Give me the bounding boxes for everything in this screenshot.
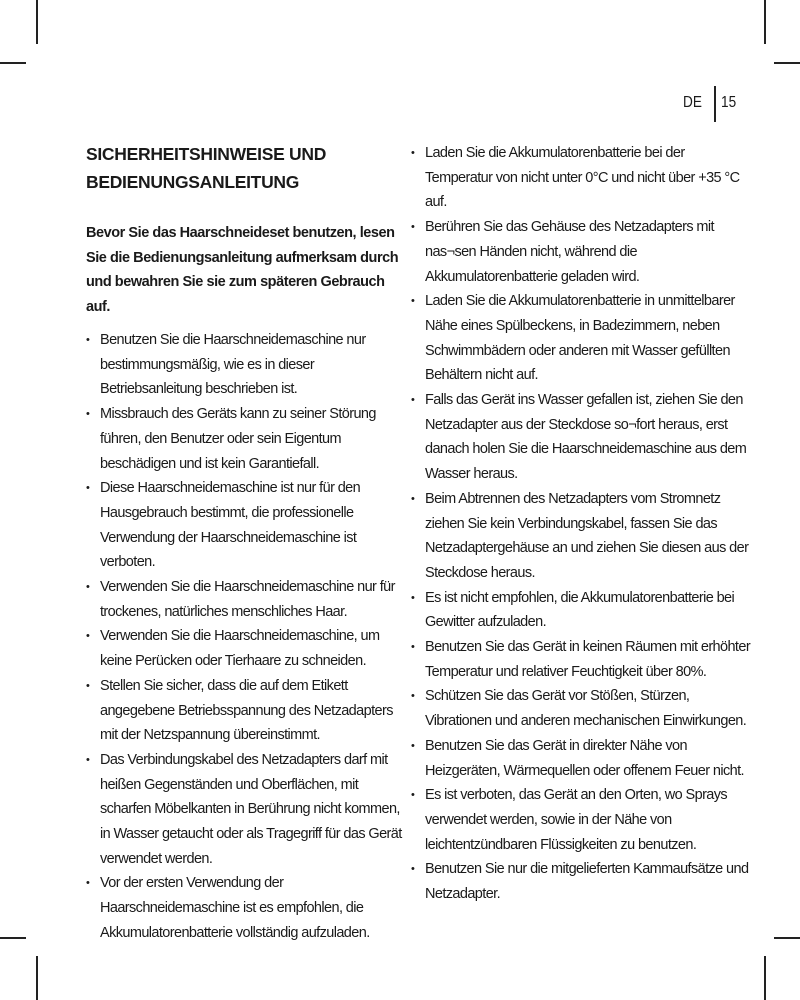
list-item: • Verwenden Sie die Haarschneidemaschine nur für trockenes, natürliches menschliches Haar. <box>86 575 404 624</box>
safety-list-left <box>86 328 404 946</box>
crop-mark-bottom-right-vertical <box>764 956 766 1000</box>
list-item: • Laden Sie die Akkumulatorenbatterie bei der Temperatur von nicht unter 0°C und nicht über +35 °C auf. <box>411 141 751 215</box>
list-item: • Schützen Sie das Gerät vor Stößen, Stürzen, Vibrationen und anderen mechanischen Einwirkungen. <box>411 684 751 733</box>
list-item: • Berühren Sie das Gehäuse des Netzadapters mit nas¬sen Händen nicht, während die Akkumulatorenbatterie geladen wird. <box>411 215 751 289</box>
language-code: DE <box>683 94 702 111</box>
crop-mark-bottom-right-horizontal <box>774 937 800 939</box>
crop-mark-top-left-horizontal <box>0 62 26 64</box>
crop-mark-top-right-horizontal <box>774 62 800 64</box>
left-column <box>86 140 404 946</box>
list-item: • Es ist nicht empfohlen, die Akkumulatorenbatterie bei Gewitter aufzuladen. <box>411 586 751 635</box>
page-number: 15 <box>721 94 737 111</box>
list-item: • Missbrauch des Geräts kann zu seiner Störung führen, den Benutzer oder sein Eigentum beschädigen und ist kein Garantiefall. <box>86 402 404 476</box>
list-item: • Verwenden Sie die Haarschneidemaschine, um keine Perücken oder Tierhaare zu schneiden. <box>86 624 404 673</box>
right-column <box>411 141 751 907</box>
list-item: • Das Verbindungskabel des Netzadapters darf mit heißen Gegenständen und Oberflächen, mit scharfen Möbelkanten in Berührung nicht kommen, in Wasser getaucht oder als Tragegriff für das Gerät verwendet werden. <box>86 748 404 872</box>
list-item: • Vor der ersten Verwendung der Haarschneidemaschine ist es empfohlen, die Akkumulatorenbatterie vollständig aufzuladen. <box>86 871 404 945</box>
intro-paragraph: Bevor Sie das Haarschneideset benutzen, lesen Sie die Bedienungsanleitung aufmerksam durch und bewahren Sie sie zum späteren Gebrauch auf. <box>86 225 399 315</box>
list-item: • Beim Abtrennen des Netzadapters vom Stromnetz ziehen Sie kein Verbindungskabel, fassen Sie das Netzadaptergehäuse an und ziehen Sie diesen aus der Steckdose heraus. <box>411 487 751 586</box>
list-item: • Falls das Gerät ins Wasser gefallen ist, ziehen Sie den Netzadapter aus der Steckdose so¬fort heraus, erst danach holen Sie die Haarschneidemaschine aus dem Wasser heraus. <box>411 388 751 487</box>
section-title-line-1: SICHERHEITSHINWEISE UND <box>86 144 327 164</box>
section-title <box>86 140 404 196</box>
list-item: • Benutzen Sie das Gerät in keinen Räumen mit erhöhter Temperatur und relativer Feuchtigkeit über 80%. <box>411 635 751 684</box>
list-item: • Benutzen Sie nur die mitgelieferten Kammaufsätze und Netzadapter. <box>411 857 751 906</box>
crop-mark-bottom-left-horizontal <box>0 937 26 939</box>
list-item: • Stellen Sie sicher, dass die auf dem Etikett angegebene Betriebsspannung des Netzadapters mit der Netzspannung übereinstimmt. <box>86 674 404 748</box>
section-title-line-2: BEDIENUNGSANLEITUNG <box>86 172 300 192</box>
crop-mark-bottom-left-vertical <box>36 956 38 1000</box>
page-header <box>655 86 755 122</box>
header-divider <box>714 86 716 122</box>
list-item: • Es ist verboten, das Gerät an den Orten, wo Sprays verwendet werden, sowie in der Nähe von leichtentzündbaren Flüssigkeiten zu benutzen. <box>411 783 751 857</box>
crop-mark-top-left-vertical <box>36 0 38 44</box>
list-item: • Benutzen Sie die Haarschneidemaschine nur bestimmungsmäßig, wie es in dieser Betriebsanleitung beschrieben ist. <box>86 328 404 402</box>
list-item: • Laden Sie die Akkumulatorenbatterie in unmittelbarer Nähe eines Spülbeckens, in Badezimmern, neben Schwimmbädern oder anderen mit Wasser gefüllten Behältern nicht auf. <box>411 289 751 388</box>
list-item: • Diese Haarschneidemaschine ist nur für den Hausgebrauch bestimmt, die professionelle Verwendung der Haarschneidemaschine ist verboten. <box>86 476 404 575</box>
safety-list-right <box>411 141 751 907</box>
list-item: • Benutzen Sie das Gerät in direkter Nähe von Heizgeräten, Wärmequellen oder offenem Feuer nicht. <box>411 734 751 783</box>
crop-mark-top-right-vertical <box>764 0 766 44</box>
